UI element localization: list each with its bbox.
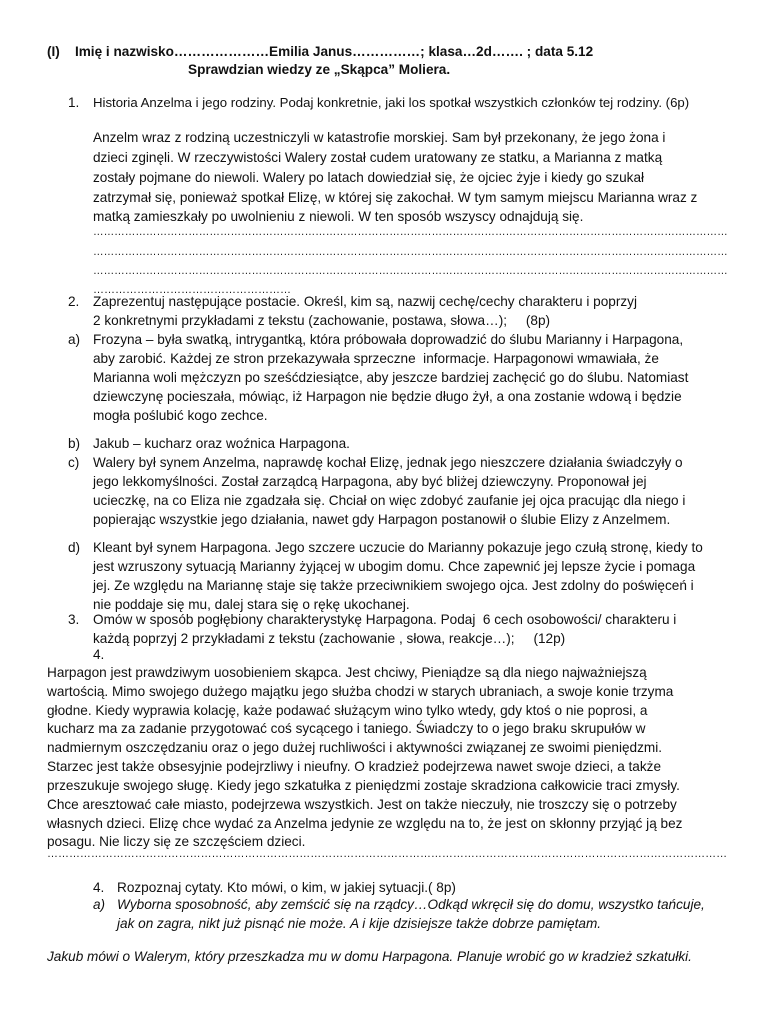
q2a-line: Frozyna – była swatką, intrygantką, która próbowała doprowadzić do ślubu Marianny i Harpagona, <box>93 332 684 347</box>
q2c-line: Walery był synem Anzelma, naprawdę kochał Elizę, jednak jego nieszczere działania świadczyły o <box>93 455 683 470</box>
q2b-label: b) <box>68 436 81 451</box>
q3-answer-line: posagu. Nie liczy się ze szczęściem dzieci. <box>47 834 306 849</box>
q4a-label: a) <box>93 897 106 912</box>
q3-question-line: każdą poprzyj 2 przykładami z tekstu (zachowanie , słowa, reakcje…); (12p) <box>93 631 566 646</box>
q1-dotted-line: ……………………………………………… <box>93 284 291 296</box>
q3-dotted-line: …………………………………………………………………………………………………………………………………………………………………… <box>47 848 728 860</box>
q4-number: 4. <box>93 880 105 895</box>
q2d-label: d) <box>68 540 81 555</box>
q3-item-4-number: 4. <box>93 647 105 662</box>
q2d-line: Kleant był synem Harpagona. Jego szczere uczucie do Marianny pokazuje jego czułą stronę, kiedy to <box>93 540 703 555</box>
q2a-line: aby zarobić. Każdej ze stron przekazywała sprzeczne informacje. Harpagonowi wmawiała, że <box>93 351 659 366</box>
q3-answer-line: głodne. Kiedy wyprawia kolację, każe podawać służącym wino tylko wtedy, gdy ktoś o nie poprosi, a <box>47 703 648 718</box>
q2b-line: Jakub – kucharz oraz woźnica Harpagona. <box>93 436 350 451</box>
q1-question: Historia Anzelma i jego rodziny. Podaj konkretnie, jaki los spotkał wszystkich członków tej rodziny. (6p) <box>93 95 690 110</box>
q1-dotted-line: ……………………………………………………………………………………………………………………………………………………………… <box>93 246 728 258</box>
q3-answer-line: własnych dzieci. Elizę chce wydać za Anzelma jedynie ze względu na to, że jest on skłonny przyjąć ją bez <box>47 816 683 831</box>
q3-answer-line: Harpagon jest prawdziwym uosobieniem skąpca. Jest chciwy, Pieniądze są dla niego najważniejszą <box>47 665 647 680</box>
q2c-label: c) <box>68 455 80 470</box>
student-info-line: (I) Imię i nazwisko…………………Emilia Janus……………; klasa…2d……. ; data 5.12 <box>47 44 594 59</box>
q4-answer: Jakub mówi o Walerym, który przeszkadza mu w domu Harpagona. Planuje wrobić go w kradzież szkatułki. <box>47 949 692 964</box>
q2a-line: mogła poślubić kogo zechce. <box>93 408 268 423</box>
q3-answer-line: nadmiernym oszczędzaniu oraz o jego dużej ruchliwości i aktywności związanej ze swoimi pieniędzmi. <box>47 740 663 755</box>
q4-question: Rozpoznaj cytaty. Kto mówi, o kim, w jakiej sytuacji.( 8p) <box>117 880 456 895</box>
q2c-line: jego lekkomyślności. Został zarządcą Harpagona, aby być bliżej dziewczyny. Proponował jej <box>93 474 647 489</box>
q1-answer-line: Anzelm wraz z rodziną uczestniczyli w katastrofie morskiej. Sam był przekonany, że jego żona i <box>93 130 666 145</box>
q4a-quote-line: Wyborna sposobność, aby zemścić się na rządcy…Odkąd wkręcił się do domu, wszystko tańcuje, <box>117 897 705 912</box>
q2a-line: Marianna woli mężczyzn po sześćdziesiątce, aby jeszcze bardziej zachęcić go do ślubu. Natomiast <box>93 370 689 385</box>
q2-question-line: 2 konkretnymi przykładami z tekstu (zachowanie, postawa, słowa…); (8p) <box>93 313 551 328</box>
q4a-quote-line: jak on zagra, nikt już pisnąć nie może. A i kije dzisiejsze także dobrze pamiętam. <box>117 916 602 931</box>
q2-question-line: Zaprezentuj następujące postacie. Określ, kim są, nazwij cechę/cechy charakteru i poprzyj <box>93 294 638 309</box>
q1-dotted-line: ……………………………………………………………………………………………………………………………………………………………… <box>93 265 728 277</box>
q1-answer-line: dzieci zginęli. W rzeczywistości Walery został cudem uratowany ze statku, a Marianna z matką <box>93 150 663 165</box>
q3-answer-line: kucharz ma za zadanie przygotować coś sycącego i taniego. Świadczy to o jego braku skrupułów w <box>47 721 646 736</box>
q2a-line: dziewczynę pocieszała, mówiąc, iż Harpagon nie będzie długo żył, a ona zostanie wdową i będzie <box>93 389 682 404</box>
q3-question-line: Omów w sposób pogłębiony charakterystykę Harpagona. Podaj 6 cech osobowości/ charakteru i <box>93 612 677 627</box>
q3-answer-line: Starzec jest także obsesyjnie podejrzliwy i nieufny. O kradzież podejrzewa nawet swoje dzieci, a także <box>47 759 662 774</box>
q3-number: 3. <box>68 612 80 627</box>
q3-answer-line: wartością. Mimo swojego dużego majątku jego służba chodzi w starych ubraniach, a swoje konie trzyma <box>47 684 674 699</box>
q1-answer-line: zostały pojmane do niewoli. Walery po latach dowiedział się, że ojciec żyje i kiedy go szukał <box>93 170 645 185</box>
q2c-line: ucieczkę, na co Eliza nie zgadzała się. Chciał on więc zdobyć zaufanie jej ojca pracując dla niego i <box>93 493 686 508</box>
test-title: Sprawdzian wiedzy ze „Skąpca” Moliera. <box>188 62 451 77</box>
q2-number: 2. <box>68 294 80 309</box>
q2d-line: jest wzruszony sytuacją Marianny żyjącej w ubogim domu. Chce zapewnić jej lepsze życie i pomaga <box>93 559 696 574</box>
q2d-line: jej. Ze względu na Mariannę staje się także przeciwnikiem swojego ojca. Jest zdolny do poświęceń i <box>93 578 694 593</box>
q2c-line: popierając wszystkie jego działania, nawet gdy Harpagon postanowił o ślubie Elizy z Anzelmem. <box>93 512 671 527</box>
q2d-line: nie poddaje się mu, dalej stara się o rękę ukochanej. <box>93 597 410 612</box>
q2a-label: a) <box>68 332 81 347</box>
q1-number: 1. <box>68 95 80 110</box>
q1-answer-line: zatrzymał się, ponieważ spotkał Elizę, w której się zakochał. W tym samym miejscu Marianna wraz z <box>93 190 698 205</box>
q3-answer-line: przeszukuje swojego sługę. Kiedy jego szkatułka z pieniędzmi zostaje skradziona całkowicie traci zmysły. <box>47 778 680 793</box>
q1-dotted-line: ……………………………………………………………………………………………………………………………………………………………… <box>93 226 728 238</box>
q1-answer-line: matką zamieszkały po uwolnieniu z niewoli. W ten sposób wszyscy odnajdują się. <box>93 209 584 224</box>
q3-answer-line: Chce aresztować całe miasto, podejrzewa wszystkich. Jest on także nieczuły, nie troszczy się o potrzeby <box>47 797 677 812</box>
